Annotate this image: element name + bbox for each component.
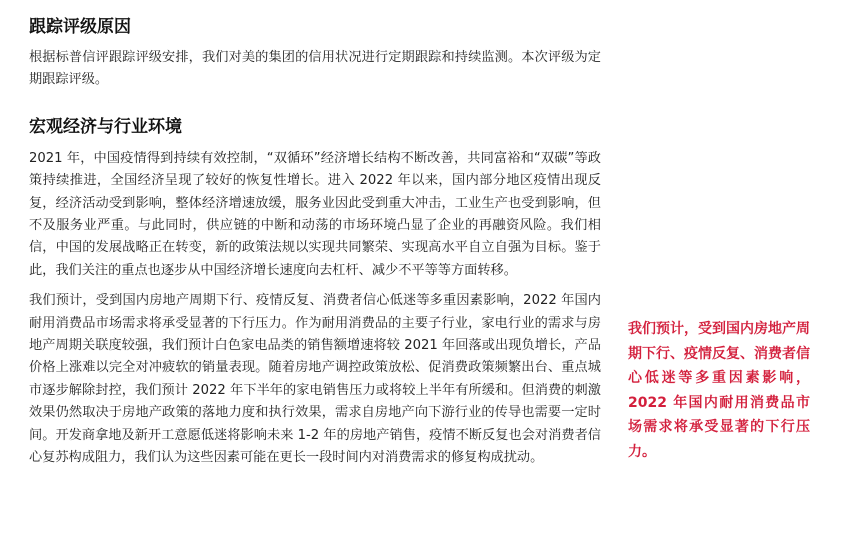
section-title-macro: 宏观经济与行业环境 [29,116,182,137]
section-title-review-reason: 跟踪评级原因 [29,17,131,37]
sidebar-pullquote-box [628,317,810,464]
macro-paragraph-1: 2021 年，中国疫情得到持续有效控制，“双循环”经济增长结构不断改善，共同富裕和“双碳”等政策持续推进，全国经济呈现了较好的恢复性增长。进入 2022 年以来，国内部分地区疫情出现反复，经济活动受到影响，整体经济增速放缓，服务业因此受到重大冲击，工业生产也受到影响，但不及服务业严重。与此同时，供应链的中断和动荡的市场环境凸显了企业的再融资风险。我们相信，中国的发展战略正在转变，新的政策法规以实现共同繁荣、实现高水平自立自强为目标。鉴于此，我们关注的重点也逐步从中国经济增长速度向去杠杆、减少不平等等方面转移。 [29,150,601,278]
macro-paragraph-2: 我们预计，受到国内房地产周期下行、疫情反复、消费者信心低迷等多重因素影响，2022 年国内耐用消费品市场需求将承受显著的下行压力。作为耐用消费品的主要子行业，家电行业的需求与房地产周期关联度较强，我们预计白色家电品类的销售额增速将较 2021 年回落或出现负增长，产品价格上涨难以完全对冲疲软的销量表现。随着房地产调控政策放松、促消费政策频繁出台、重点城市逐步解除封控，我们预计 2022 年下半年的家电销售压力或将较上半年有所缓和。但消费的刺激效果仍然取决于房地产政策的落地力度和执行效果，需求自房地产向下游行业的传导也需要一定时间。开发商拿地及新开工意愿低迷将影响未来 1-2 年的房地产销售，疫情不断反复也会对消费者信心复苏构成阻力，我们认为这些因素可能在更长一段时间内对消费需求的修复构成扰动。 [29,293,601,466]
pullquote-text: 我们预计，受到国内房地产周期下行、疫情反复、消费者信心低迷等多重因素影响，2022 年国内耐用消费品市场需求将承受显著的下行压力。 [628,321,810,460]
main-column [29,14,601,470]
review-reason-paragraph: 根据标普信评跟踪评级安排，我们对美的集团的信用状况进行定期跟踪和持续监测。本次评级为定期跟踪评级。 [29,50,601,88]
